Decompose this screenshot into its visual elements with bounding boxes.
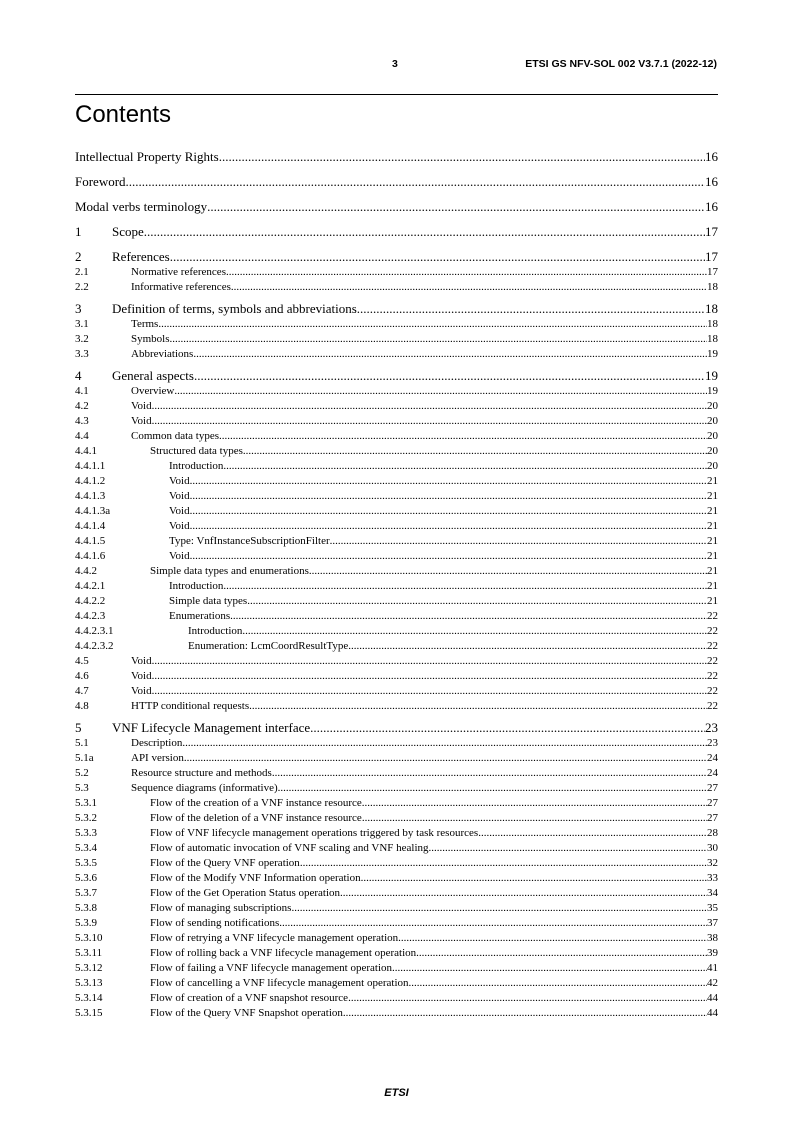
toc-leader-dots bbox=[219, 149, 705, 164]
toc-entry[interactable] bbox=[75, 812, 718, 825]
toc-entry-number: 4.4.1.4 bbox=[75, 520, 106, 532]
toc-entry-title: Flow of the creation of a VNF instance resource bbox=[150, 797, 362, 809]
toc-entry-page: 23 bbox=[705, 720, 718, 735]
toc-entry-page: 22 bbox=[707, 700, 718, 712]
toc-entry-number: 4.4.2 bbox=[75, 565, 97, 577]
toc-entry[interactable] bbox=[75, 737, 718, 750]
toc-entry-title: Flow of rolling back a VNF lifecycle management operation bbox=[150, 947, 417, 959]
toc-entry-page: 21 bbox=[707, 580, 718, 592]
toc-entry-title: Flow of sending notifications bbox=[150, 917, 280, 929]
toc-entry[interactable] bbox=[75, 947, 718, 960]
toc-leader-dots bbox=[152, 415, 707, 428]
toc-entry-title: Normative references bbox=[131, 266, 226, 278]
toc-entry-title: Introduction bbox=[188, 625, 243, 637]
toc-entry-page: 18 bbox=[707, 281, 718, 293]
toc-entry-number: 4.4.2.3.2 bbox=[75, 640, 114, 652]
toc-entry-number: 5.3.13 bbox=[75, 977, 103, 989]
toc-entry-title: Void bbox=[131, 670, 152, 682]
toc-entry-number: 5.3.11 bbox=[75, 947, 103, 959]
toc-entry[interactable] bbox=[75, 535, 718, 548]
toc-entry-title: Flow of the Query VNF Snapshot operation bbox=[150, 1007, 343, 1019]
toc-entry-number: 5.2 bbox=[75, 767, 89, 779]
toc-leader-dots bbox=[190, 505, 707, 518]
toc-entry-title: Scope bbox=[112, 224, 144, 239]
toc-entry-number: 4.4.1.2 bbox=[75, 475, 106, 487]
toc-entry-page: 42 bbox=[707, 977, 718, 989]
toc-leader-dots bbox=[409, 977, 707, 990]
toc-leader-dots bbox=[152, 655, 707, 668]
toc-leader-dots bbox=[343, 1007, 707, 1020]
toc-leader-dots bbox=[398, 932, 707, 945]
toc-leader-dots bbox=[190, 550, 707, 563]
toc-entry-page: 27 bbox=[707, 812, 718, 824]
toc-leader-dots bbox=[340, 887, 707, 900]
toc-entry-title: Type: VnfInstanceSubscriptionFilter bbox=[169, 535, 330, 547]
toc-entry[interactable] bbox=[75, 415, 718, 428]
toc-entry-page: 30 bbox=[707, 842, 718, 854]
toc-entry-number: 5.1 bbox=[75, 737, 89, 749]
toc-leader-dots bbox=[230, 610, 707, 623]
toc-entry-number: 5.3.4 bbox=[75, 842, 97, 854]
toc-entry-number: 5.3.8 bbox=[75, 902, 97, 914]
toc-leader-dots bbox=[152, 685, 707, 698]
toc-entry[interactable] bbox=[75, 932, 718, 945]
toc-entry-title: Flow of the Query VNF operation bbox=[150, 857, 300, 869]
toc-entry-page: 19 bbox=[707, 385, 718, 397]
toc-entry-number: 4.4.1 bbox=[75, 445, 97, 457]
toc-entry-number: 4.4 bbox=[75, 430, 89, 442]
toc-entry-number: 4.4.1.3a bbox=[75, 505, 111, 517]
toc-entry-number: 2.2 bbox=[75, 281, 89, 293]
toc-entry-number: 4.4.2.3 bbox=[75, 610, 106, 622]
toc-entry-page: 21 bbox=[707, 490, 718, 502]
toc-entry[interactable] bbox=[75, 430, 718, 443]
toc-entry[interactable] bbox=[75, 385, 718, 398]
toc-entry-title: Informative references bbox=[131, 281, 231, 293]
toc-entry-title: Void bbox=[169, 475, 190, 487]
toc-entry[interactable] bbox=[75, 490, 718, 503]
toc-entry-page: 41 bbox=[707, 962, 718, 974]
toc-leader-dots bbox=[152, 670, 707, 683]
toc-leader-dots bbox=[170, 333, 707, 346]
toc-entry[interactable] bbox=[75, 1007, 718, 1020]
toc-entry-title: Flow of the Modify VNF Information operation bbox=[150, 872, 361, 884]
toc-leader-dots bbox=[278, 782, 707, 795]
toc-entry[interactable] bbox=[75, 445, 718, 458]
toc-entry-title: Overview bbox=[131, 385, 175, 397]
toc-entry-page: 24 bbox=[707, 767, 718, 779]
toc-leader-dots bbox=[223, 580, 707, 593]
toc-entry-page: 37 bbox=[707, 917, 718, 929]
toc-entry-number: 2.1 bbox=[75, 266, 89, 278]
toc-entry-page: 32 bbox=[707, 857, 718, 869]
toc-leader-dots bbox=[310, 720, 705, 735]
toc-entry-page: 44 bbox=[707, 992, 718, 1004]
toc-leader-dots bbox=[416, 947, 707, 960]
toc-entry[interactable] bbox=[75, 199, 718, 214]
toc-leader-dots bbox=[170, 249, 705, 264]
toc-entry[interactable] bbox=[75, 797, 718, 810]
toc-entry-title: Resource structure and methods bbox=[131, 767, 272, 779]
toc-entry-title: Flow of the deletion of a VNF instance resource bbox=[150, 812, 362, 824]
toc-entry[interactable] bbox=[75, 857, 718, 870]
toc-entry[interactable] bbox=[75, 887, 718, 900]
toc-entry[interactable] bbox=[75, 281, 718, 294]
toc-entry-title: Enumerations bbox=[169, 610, 231, 622]
toc-entry-page: 21 bbox=[707, 505, 718, 517]
toc-entry-page: 35 bbox=[707, 902, 718, 914]
toc-entry[interactable] bbox=[75, 700, 718, 713]
toc-leader-dots bbox=[242, 625, 707, 638]
toc-entry[interactable] bbox=[75, 782, 718, 795]
toc-entry-number: 2 bbox=[75, 249, 82, 264]
toc-leader-dots bbox=[348, 640, 707, 653]
toc-entry-page: 23 bbox=[707, 737, 718, 749]
toc-entry[interactable] bbox=[75, 962, 718, 975]
toc-entry-title: Flow of the Get Operation Status operation bbox=[150, 887, 341, 899]
toc-entry[interactable] bbox=[75, 266, 718, 279]
toc-entry[interactable] bbox=[75, 520, 718, 533]
toc-leader-dots bbox=[243, 445, 707, 458]
toc-leader-dots bbox=[144, 224, 705, 239]
toc-leader-dots bbox=[249, 700, 707, 713]
toc-entry[interactable] bbox=[75, 224, 718, 239]
toc-leader-dots bbox=[158, 318, 707, 331]
toc-leader-dots bbox=[300, 857, 707, 870]
header-page-number: 3 bbox=[392, 58, 398, 70]
toc-entry-number: 4.8 bbox=[75, 700, 89, 712]
toc-entry-number: 4.3 bbox=[75, 415, 89, 427]
toc-leader-dots bbox=[126, 174, 705, 189]
toc-leader-dots bbox=[190, 475, 707, 488]
toc-entry-title: Flow of creation of a VNF snapshot resource bbox=[150, 992, 349, 1004]
toc-entry-number: 5.3.12 bbox=[75, 962, 103, 974]
toc-entry-title: Terms bbox=[131, 318, 159, 330]
toc-leader-dots bbox=[193, 348, 707, 361]
toc-entry-number: 4.2 bbox=[75, 400, 89, 412]
toc-entry-number: 5.3 bbox=[75, 782, 89, 794]
toc-leader-dots bbox=[190, 520, 707, 533]
toc-leader-dots bbox=[152, 400, 707, 413]
toc-entry[interactable] bbox=[75, 767, 718, 780]
toc-entry-number: 4.4.1.6 bbox=[75, 550, 106, 562]
toc-entry-number: 5.3.7 bbox=[75, 887, 97, 899]
toc-entry[interactable] bbox=[75, 318, 718, 331]
toc-leader-dots bbox=[291, 902, 707, 915]
toc-entry-page: 22 bbox=[707, 640, 718, 652]
toc-entry-number: 5 bbox=[75, 720, 82, 735]
toc-entry-title: Simple data types and enumerations bbox=[150, 565, 309, 577]
toc-leader-dots bbox=[226, 266, 707, 279]
toc-leader-dots bbox=[348, 992, 707, 1005]
toc-entry-title: Void bbox=[131, 415, 152, 427]
toc-leader-dots bbox=[330, 535, 707, 548]
toc-entry-title: Definition of terms, symbols and abbreviations bbox=[112, 301, 357, 316]
toc-entry-title: Void bbox=[169, 505, 190, 517]
toc-entry-title: Flow of failing a VNF lifecycle management operation bbox=[150, 962, 393, 974]
page-title: Contents bbox=[75, 101, 172, 128]
toc-entry-title: API version bbox=[131, 752, 184, 764]
toc-entry-number: 4.4.1.3 bbox=[75, 490, 106, 502]
toc-entry-title: Void bbox=[131, 655, 152, 667]
toc-entry-number: 5.3.5 bbox=[75, 857, 97, 869]
toc-entry[interactable] bbox=[75, 505, 718, 518]
toc-entry[interactable] bbox=[75, 720, 718, 735]
toc-entry-title: Void bbox=[169, 520, 190, 532]
toc-leader-dots bbox=[309, 565, 707, 578]
toc-entry-page: 34 bbox=[707, 887, 718, 899]
toc-leader-dots bbox=[223, 460, 707, 473]
toc-entry[interactable] bbox=[75, 580, 718, 593]
toc-entry-title: Intellectual Property Rights bbox=[75, 149, 219, 164]
toc-entry-number: 4.4.1.5 bbox=[75, 535, 106, 547]
toc-entry-number: 4.7 bbox=[75, 685, 89, 697]
toc-entry[interactable] bbox=[75, 842, 718, 855]
toc-leader-dots bbox=[478, 827, 707, 840]
toc-entry-title: Description bbox=[131, 737, 183, 749]
toc-entry-title: Enumeration: LcmCoordResultType bbox=[188, 640, 349, 652]
toc-entry-number: 5.3.14 bbox=[75, 992, 103, 1004]
toc-entry-page: 22 bbox=[707, 610, 718, 622]
toc-entry-page: 21 bbox=[707, 595, 718, 607]
toc-entry-title: Abbreviations bbox=[131, 348, 194, 360]
toc-entry-page: 24 bbox=[707, 752, 718, 764]
toc-leader-dots bbox=[357, 301, 705, 316]
toc-entry-page: 22 bbox=[707, 655, 718, 667]
header-document-id: ETSI GS NFV-SOL 002 V3.7.1 (2022-12) bbox=[525, 58, 717, 70]
toc-entry-title: Common data types bbox=[131, 430, 219, 442]
toc-leader-dots bbox=[247, 595, 707, 608]
toc-entry-number: 4.4.2.2 bbox=[75, 595, 106, 607]
toc-entry[interactable] bbox=[75, 625, 718, 638]
toc-entry-page: 18 bbox=[707, 333, 718, 345]
toc-entry-page: 19 bbox=[707, 348, 718, 360]
toc-entry[interactable] bbox=[75, 992, 718, 1005]
toc-entry-title: Flow of cancelling a VNF lifecycle management operation bbox=[150, 977, 409, 989]
toc-entry[interactable] bbox=[75, 917, 718, 930]
toc-entry-title: Sequence diagrams (informative) bbox=[131, 782, 278, 794]
toc-entry-number: 5.3.2 bbox=[75, 812, 97, 824]
toc-entry[interactable] bbox=[75, 149, 718, 164]
toc-entry-page: 16 bbox=[705, 174, 718, 189]
toc-entry-title: Symbols bbox=[131, 333, 170, 345]
toc-entry-title: Flow of automatic invocation of VNF scaling and VNF healing bbox=[150, 842, 429, 854]
toc-leader-dots bbox=[429, 842, 707, 855]
toc-entry-title: HTTP conditional requests bbox=[131, 700, 250, 712]
toc-entry-page: 17 bbox=[707, 266, 718, 278]
toc-entry-title: References bbox=[112, 249, 170, 264]
toc-leader-dots bbox=[231, 281, 707, 294]
toc-entry[interactable] bbox=[75, 827, 718, 840]
toc-entry-number: 5.3.15 bbox=[75, 1007, 103, 1019]
toc-entry-number: 3.3 bbox=[75, 348, 89, 360]
toc-entry-title: Void bbox=[131, 685, 152, 697]
toc-leader-dots bbox=[184, 752, 707, 765]
toc-entry-number: 4.4.2.3.1 bbox=[75, 625, 114, 637]
toc-entry-page: 21 bbox=[707, 520, 718, 532]
toc-entry[interactable] bbox=[75, 610, 718, 623]
toc-entry[interactable] bbox=[75, 595, 718, 608]
toc-entry-page: 27 bbox=[707, 797, 718, 809]
toc-entry-page: 20 bbox=[707, 430, 718, 442]
toc-entry-page: 21 bbox=[707, 535, 718, 547]
toc-entry[interactable] bbox=[75, 368, 718, 383]
toc-entry-number: 4.1 bbox=[75, 385, 89, 397]
toc-leader-dots bbox=[182, 737, 707, 750]
toc-entry[interactable] bbox=[75, 685, 718, 698]
toc-entry-page: 20 bbox=[707, 415, 718, 427]
toc-leader-dots bbox=[361, 872, 707, 885]
toc-entry[interactable] bbox=[75, 565, 718, 578]
toc-leader-dots bbox=[194, 368, 705, 383]
toc-entry[interactable] bbox=[75, 460, 718, 473]
toc-entry[interactable] bbox=[75, 348, 718, 361]
toc-entry-title: Flow of retrying a VNF lifecycle management operation bbox=[150, 932, 399, 944]
toc-entry-title: Introduction bbox=[169, 580, 224, 592]
toc-entry-page: 20 bbox=[707, 400, 718, 412]
toc-entry-number: 3 bbox=[75, 301, 82, 316]
toc-leader-dots bbox=[272, 767, 707, 780]
toc-leader-dots bbox=[392, 962, 707, 975]
toc-entry-title: Simple data types bbox=[169, 595, 248, 607]
footer-logo-text: ETSI bbox=[384, 1087, 409, 1099]
toc-entry-page: 22 bbox=[707, 670, 718, 682]
toc-entry[interactable] bbox=[75, 655, 718, 668]
toc-entry-page: 22 bbox=[707, 685, 718, 697]
toc-entry[interactable] bbox=[75, 475, 718, 488]
toc-entry-page: 44 bbox=[707, 1007, 718, 1019]
toc-entry-page: 16 bbox=[705, 149, 718, 164]
toc-leader-dots bbox=[362, 797, 707, 810]
toc-entry-number: 3.1 bbox=[75, 318, 89, 330]
toc-entry-number: 5.3.3 bbox=[75, 827, 97, 839]
toc-entry[interactable] bbox=[75, 977, 718, 990]
toc-entry-title: VNF Lifecycle Management interface bbox=[112, 720, 311, 735]
toc-entry-title: Void bbox=[169, 490, 190, 502]
toc-entry-number: 3.2 bbox=[75, 333, 89, 345]
toc-entry[interactable] bbox=[75, 640, 718, 653]
toc-entry-page: 18 bbox=[707, 318, 718, 330]
header-rule bbox=[75, 94, 718, 95]
toc-entry-number: 5.3.10 bbox=[75, 932, 103, 944]
toc-entry[interactable] bbox=[75, 872, 718, 885]
toc-entry-title: Foreword bbox=[75, 174, 126, 189]
toc-entry-number: 5.3.6 bbox=[75, 872, 97, 884]
toc-entry[interactable] bbox=[75, 301, 718, 316]
toc-entry-title: Introduction bbox=[169, 460, 224, 472]
toc-entry-title: Void bbox=[169, 550, 190, 562]
toc-leader-dots bbox=[190, 490, 707, 503]
toc-entry-number: 1 bbox=[75, 224, 82, 239]
toc-entry-page: 19 bbox=[705, 368, 718, 383]
toc-entry-number: 4.6 bbox=[75, 670, 89, 682]
toc-entry-number: 4 bbox=[75, 368, 82, 383]
toc-entry-page: 17 bbox=[705, 249, 718, 264]
toc-entry-page: 18 bbox=[705, 301, 718, 316]
toc-leader-dots bbox=[174, 385, 707, 398]
toc-entry-title: Void bbox=[131, 400, 152, 412]
toc-entry-page: 38 bbox=[707, 932, 718, 944]
toc-entry[interactable] bbox=[75, 752, 718, 765]
toc-entry-title: Flow of VNF lifecycle management operations triggered by task resources bbox=[150, 827, 479, 839]
toc-entry[interactable] bbox=[75, 333, 718, 346]
toc-entry-page: 20 bbox=[707, 460, 718, 472]
toc-entry-title: General aspects bbox=[112, 368, 194, 383]
toc-entry-title: Modal verbs terminology bbox=[75, 199, 208, 214]
toc-entry-page: 33 bbox=[707, 872, 718, 884]
toc-entry-page: 21 bbox=[707, 475, 718, 487]
toc-entry-page: 22 bbox=[707, 625, 718, 637]
toc-leader-dots bbox=[219, 430, 707, 443]
toc-entry-number: 5.1a bbox=[75, 752, 94, 764]
toc-entry[interactable] bbox=[75, 400, 718, 413]
toc-leader-dots bbox=[207, 199, 705, 214]
toc-entry-page: 27 bbox=[707, 782, 718, 794]
toc-entry-page: 20 bbox=[707, 445, 718, 457]
toc-leader-dots bbox=[362, 812, 707, 825]
toc-entry-title: Flow of managing subscriptions bbox=[150, 902, 292, 914]
toc-entry[interactable] bbox=[75, 550, 718, 563]
toc-entry-page: 17 bbox=[705, 224, 718, 239]
toc-entry-page: 21 bbox=[707, 550, 718, 562]
toc-entry-number: 5.3.1 bbox=[75, 797, 97, 809]
toc-entry-number: 5.3.9 bbox=[75, 917, 97, 929]
toc-entry[interactable] bbox=[75, 670, 718, 683]
toc-entry-number: 4.4.1.1 bbox=[75, 460, 106, 472]
toc-entry-page: 21 bbox=[707, 565, 718, 577]
toc-leader-dots bbox=[279, 917, 707, 930]
toc-entry[interactable] bbox=[75, 902, 718, 915]
toc-entry-number: 4.4.2.1 bbox=[75, 580, 106, 592]
toc-entry-page: 16 bbox=[705, 199, 718, 214]
toc-entry[interactable] bbox=[75, 249, 718, 264]
toc-entry[interactable] bbox=[75, 174, 718, 189]
toc-entry-page: 39 bbox=[707, 947, 718, 959]
toc-entry-page: 28 bbox=[707, 827, 718, 839]
toc-entry-number: 4.5 bbox=[75, 655, 89, 667]
toc-entry-title: Structured data types bbox=[150, 445, 243, 457]
